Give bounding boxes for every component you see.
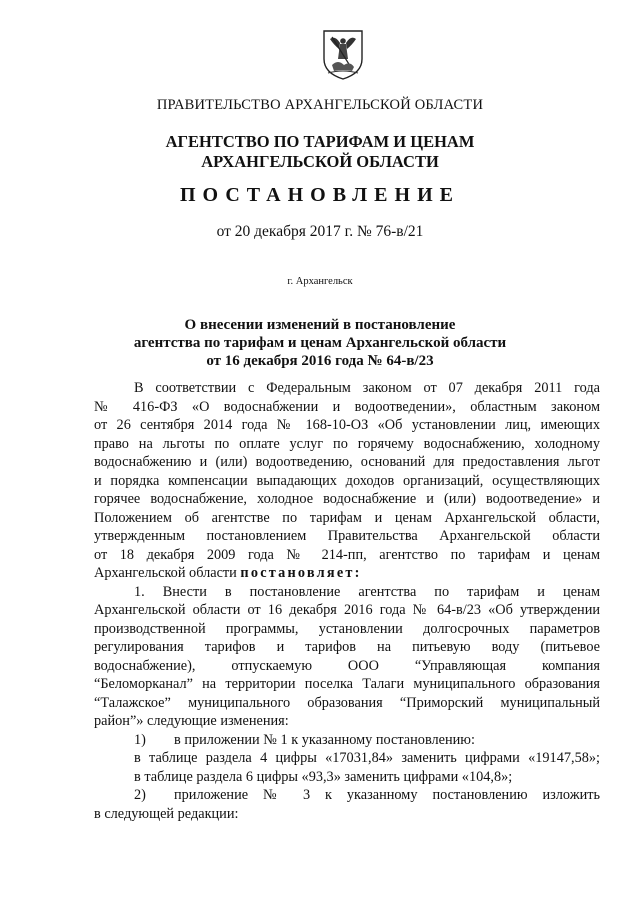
resolution-word: постановляет: bbox=[240, 565, 362, 581]
text-line-start: Архангельской области bbox=[94, 565, 237, 581]
text-line: 1. Внести в постановление агентства по тарифам и ценам bbox=[134, 583, 600, 600]
text-line: В соответствии с Федеральным законом от 07 декабря 2011 года bbox=[134, 380, 600, 396]
agency-name-line2: АРХАНГЕЛЬСКОЙ ОБЛАСТИ bbox=[201, 152, 439, 171]
text-line: Положением об агентстве по тарифам и ценам Архангельской области, bbox=[94, 509, 600, 526]
text-line: и порядка компенсации выпадающих доходов организаций, осуществляющих bbox=[94, 472, 600, 489]
text-line: водоснабжение), отпускаемую ООО “Управляющая компания bbox=[94, 657, 600, 674]
text-line: регулирования тарифов и тарифов на питьевую воду (питьевое bbox=[94, 639, 600, 655]
document-type: ПОСТАНОВЛЕНИЕ bbox=[180, 184, 460, 206]
document-body bbox=[94, 379, 600, 823]
subject-line2: агентства по тарифам и ценам Архангельской области bbox=[133, 335, 507, 351]
subject-line3: от 16 декабря 2016 года № 64-в/23 bbox=[206, 353, 434, 369]
text-line: от 18 декабря 2009 года № 214-пп, агентство по тарифам и ценам bbox=[94, 546, 600, 563]
text-line: водоснабжению и (или) водоотведению, оснований для предоставления льгот bbox=[94, 454, 600, 470]
list-number: 2) bbox=[134, 787, 146, 803]
paragraph-item-1 bbox=[94, 583, 600, 731]
document-city: г. Архангельск bbox=[287, 276, 353, 287]
text-line bbox=[94, 564, 600, 583]
paragraph-subitem-1 bbox=[94, 731, 600, 787]
text-line: “Талажское” муниципального образования “Приморский муниципальный bbox=[94, 694, 600, 711]
subject-line1: О внесении изменений в постановление bbox=[184, 317, 456, 333]
paragraph-subitem-2 bbox=[94, 786, 600, 823]
text-line: горячее водоснабжение, холодное водоснабжение и (или) водоотведение» и bbox=[94, 491, 600, 507]
agency-name-line1: АГЕНТСТВО ПО ТАРИФАМ И ЦЕНАМ bbox=[165, 132, 475, 151]
text-line: утвержденным постановлением Правительства Архангельской области bbox=[94, 528, 600, 544]
text-line: № 416-ФЗ «О водоснабжении и водоотведении», областным законом bbox=[94, 398, 600, 415]
text-line: в таблице раздела 4 цифры «17031,84» заменить цифрами «19147,58»; bbox=[134, 750, 600, 766]
text-line: Архангельской области от 16 декабря 2016 года № 64-в/23 «Об утверждении bbox=[94, 602, 600, 618]
agency-name bbox=[0, 132, 640, 172]
document-subject bbox=[0, 316, 640, 370]
government-name: ПРАВИТЕЛЬСТВО АРХАНГЕЛЬСКОЙ ОБЛАСТИ bbox=[156, 97, 484, 113]
text-line: право на льготы по оплате услуг по горячему водоснабжению, холодному bbox=[94, 435, 600, 452]
list-number: 1) bbox=[134, 731, 146, 748]
paragraph-preamble bbox=[94, 379, 600, 583]
text-line bbox=[94, 786, 600, 805]
document-date-number: от 20 декабря 2017 г. № 76-в/21 bbox=[216, 223, 424, 240]
text-line: в следующей редакции: bbox=[94, 805, 239, 822]
text-line: производственной программы, установлении долгосрочных параметров bbox=[94, 620, 600, 637]
text-line: от 26 сентября 2014 года № 168-10-ОЗ «Об установлении лиц, имеющих bbox=[94, 417, 600, 433]
text-line: район”» следующие изменения: bbox=[94, 713, 289, 729]
text-line: “Беломорканал” на территории поселка Талаги муниципального образования bbox=[94, 676, 600, 692]
list-item-text: в приложении № 1 к указанному постановлению: bbox=[174, 731, 475, 748]
text-line bbox=[94, 731, 600, 750]
arkhangelsk-coat-of-arms-icon bbox=[322, 29, 364, 81]
text-line: в таблице раздела 6 цифры «93,3» заменить цифрами «104,8»; bbox=[134, 768, 513, 785]
list-item-text: приложение № 3 к указанному постановлению изложить bbox=[174, 787, 600, 803]
